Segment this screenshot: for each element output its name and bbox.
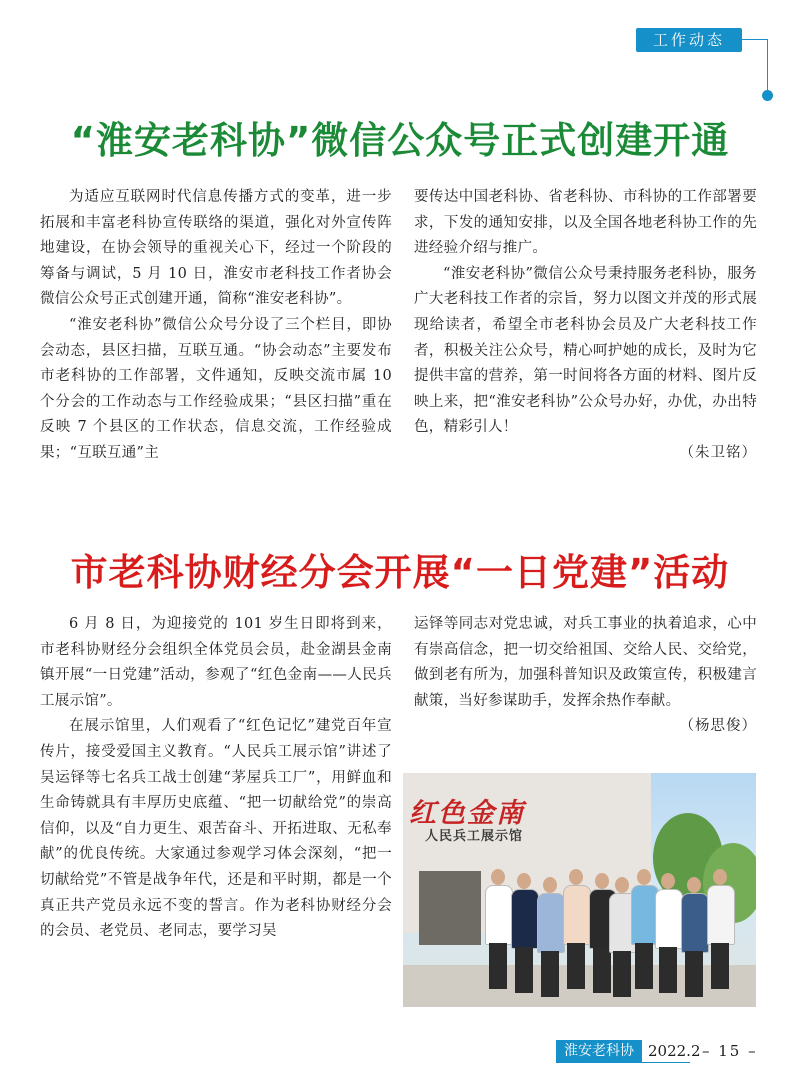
visitor-legs xyxy=(685,951,703,997)
visitor-legs xyxy=(515,947,533,993)
visitor-legs xyxy=(489,943,507,989)
visitor-legs xyxy=(541,951,559,997)
visitor-body xyxy=(511,889,539,949)
article1-signature: （朱卫铭） xyxy=(679,444,757,461)
visitor-legs xyxy=(635,943,653,989)
section-badge: 工作动态 xyxy=(636,28,742,52)
visitor-legs xyxy=(567,943,585,989)
header-rule xyxy=(742,39,768,40)
museum-sign: 红色金南 xyxy=(409,798,525,829)
article1-column-right xyxy=(414,185,757,467)
museum-entrance xyxy=(419,871,481,945)
article1-paragraph: 为适应互联网时代信息传播方式的变革，进一步拓展和丰富老科协宣传联络的渠道，强化对外宣传阵地建设，在协会领导的重视关心下，经过一个阶段的筹备与调试，5 月 10 日，淮安市老科技工作者协会微信公众号正式创建开通，简称“淮安老科协”。 xyxy=(40,189,392,308)
article2-paragraph: 6 月 8 日，为迎接党的 101 岁生日即将到来，市老科协财经分会组织全体党员会员，赴金湖县金南镇开展“一日党建”活动，参观了“红色金南——人民兵工展示馆”。 xyxy=(40,616,392,709)
article1-column-left xyxy=(40,185,392,467)
header-dot xyxy=(762,90,773,101)
visitor-head xyxy=(517,873,531,889)
visitor-head xyxy=(543,877,557,893)
article1-title: “淮安老科协”微信公众号正式创建开通 xyxy=(70,119,730,162)
page-number: – 15 – xyxy=(702,1042,758,1060)
visitor-head xyxy=(661,873,675,889)
article1-paragraph: “淮安老科协”微信公众号秉持服务老科协，服务广大老科技工作者的宗旨，努力以图文并茂的形式展现给读者，希望全市老科协会员及广大老科技工作者，积极关注公众号，精心呵护她的成长，及时为它提供丰富的营养，第一时间将各方面的材料、图片反映上来，把“淮安老科协”公众号办好，办优，办出特色，精彩引人！ xyxy=(414,265,757,436)
visitor-legs xyxy=(659,947,677,993)
visitor-legs xyxy=(613,951,631,997)
visitor-head xyxy=(637,869,651,885)
visitor-legs xyxy=(711,943,729,989)
visitor-head xyxy=(687,877,701,893)
article1-paragraph: 要传达中国老科协、省老科协、市科协的工作部署要求，下发的通知安排，以及全国各地老科协工作的先进经验介绍与推广。 xyxy=(414,189,757,257)
visitor-head xyxy=(491,869,505,885)
visitor-head xyxy=(569,869,583,885)
journal-issue: 2022.2 xyxy=(648,1042,701,1060)
visitor-body xyxy=(681,893,709,953)
group-photo xyxy=(403,773,756,1007)
visitor-body xyxy=(707,885,735,945)
visitor-legs xyxy=(593,947,611,993)
article1-paragraph: “淮安老科协”微信公众号分设了三个栏目，即协会动态，县区扫描，互联互通。“协会动态”主要发布市老科协的工作部署，文件通知，反映交流市属 10 个分会的工作动态与工作经验成果；“县区扫描”重在反映 7 个县区的工作状态，信息交流，工作经验成果；“互联互通”主 xyxy=(40,316,392,461)
visitor-head xyxy=(615,877,629,893)
article2-paragraph: 在展示馆里，人们观看了“红色记忆”建党百年宣传片，接受爱国主义教育。“人民兵工展示馆”讲述了吴运铎等七名兵工战士创建“茅屋兵工厂”，用鲜血和生命铸就具有丰厚历史底蕴、“把一切献给党”的崇高信仰，以及“自力更生、艰苦奋斗、开拓进取、无私奉献”的优良传统。大家通过参观学习体会深刻，“把一切献给党”不管是战争年代，还是和平时期，都是一个真正共产党员永远不变的誓言。作为老科协财经分会的会员、老党员、老同志，要学习吴 xyxy=(40,718,392,940)
visitor-body xyxy=(537,893,565,953)
article2-column-right xyxy=(414,612,757,740)
article2-column-left xyxy=(40,612,392,945)
article2-title: 市老科协财经分会开展“一日党建”活动 xyxy=(70,551,730,594)
museum-sign-subtitle: 人民兵工展示馆 xyxy=(425,829,524,844)
visitor-body xyxy=(563,885,591,945)
header-vertical-rule xyxy=(767,39,768,93)
visitor-body xyxy=(485,885,513,945)
visitor-head xyxy=(595,873,609,889)
visitor-body xyxy=(655,889,683,949)
journal-name: 淮安老科协 xyxy=(556,1040,642,1062)
article2-signature: （杨思俊） xyxy=(679,718,757,735)
footer-rule xyxy=(556,1062,690,1063)
article2-paragraph: 运铎等同志对党忠诚，对兵工事业的执着追求，心中有崇高信念，把一切交给祖国、交给人民、交给党，做到老有所为，加强科普知识及政策宣传，积极建言献策，当好参谋助手，发挥余热作奉献。 xyxy=(414,616,757,709)
visitor-head xyxy=(713,869,727,885)
